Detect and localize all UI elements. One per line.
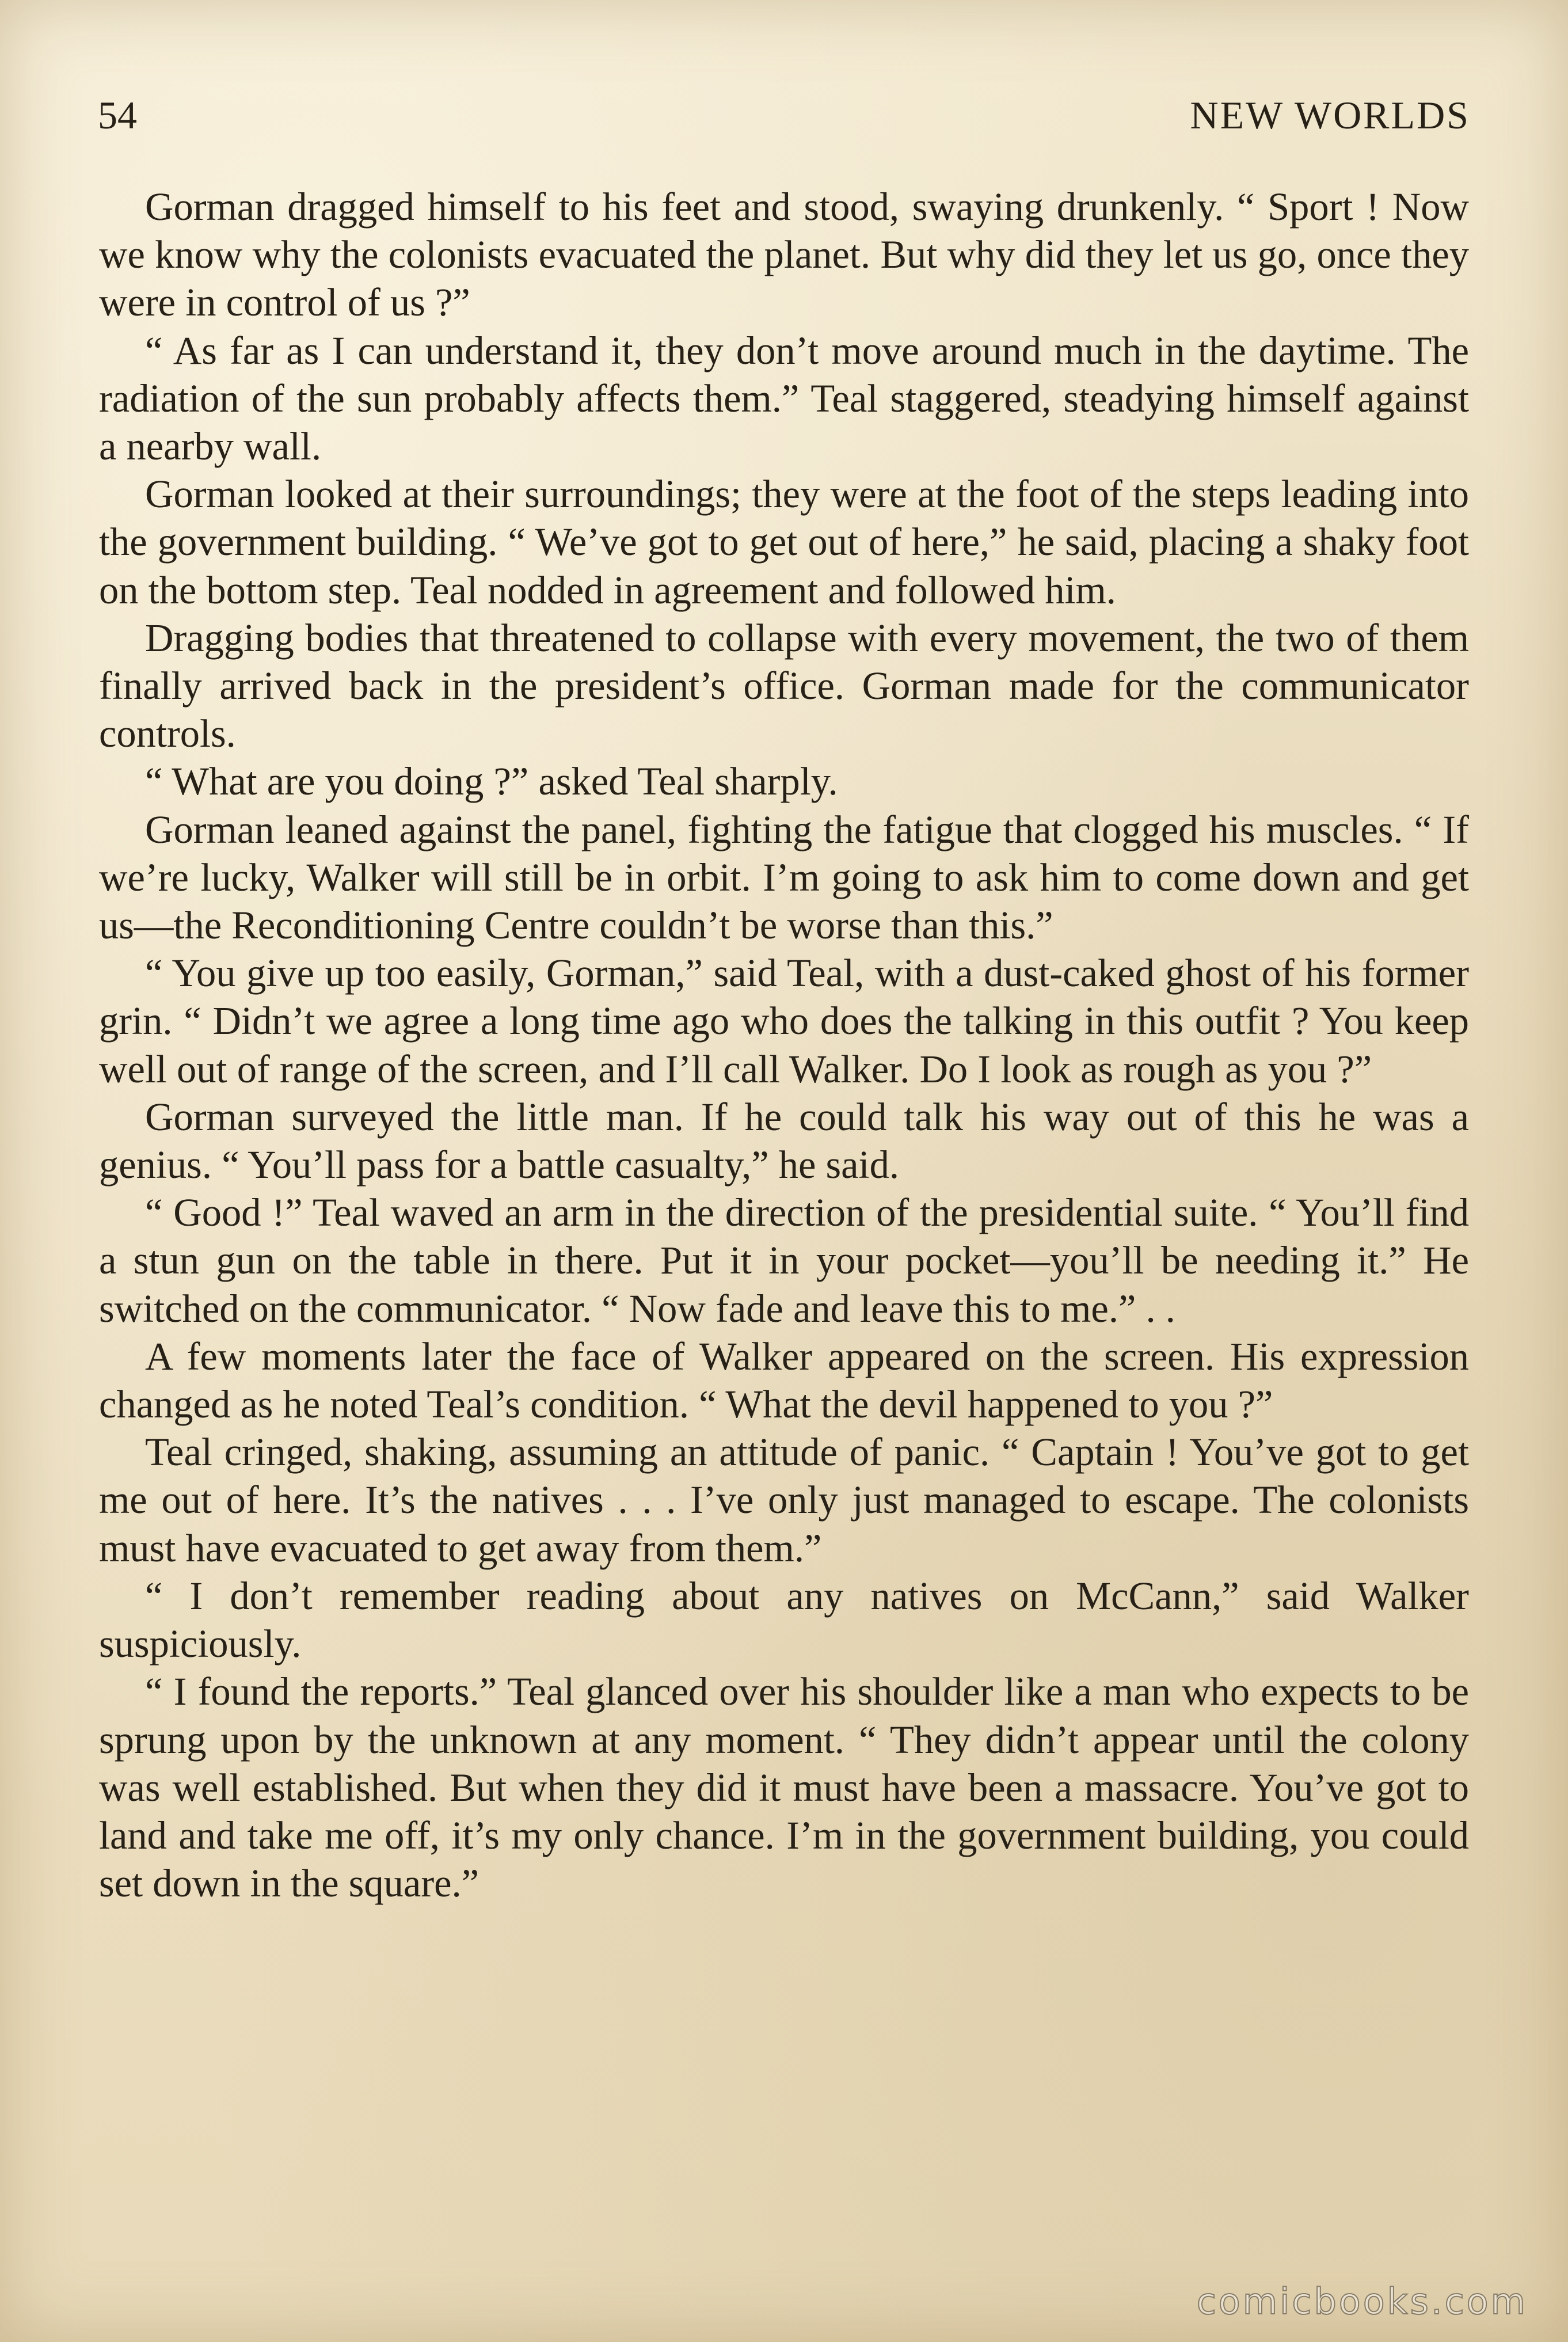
- paragraph: Teal cringed, shaking, assuming an attitude of panic. “ Captain ! You’ve got to get me out of here. It’s the natives . . . I’ve only just managed to escape. The colonists must have evacuated to get away from them.”: [99, 1430, 1469, 1570]
- page-number: 54: [98, 93, 137, 137]
- story-text: [99, 183, 1469, 1907]
- paragraph: Gorman leaned against the panel, fighting the fatigue that clogged his muscles. “ If we’re lucky, Walker will still be in orbit. I’m going to ask him to come down and get us—the Reconditioning Centre couldn’t be worse than this.”: [99, 807, 1469, 948]
- paragraph: “ As far as I can understand it, they don’t move around much in the daytime. The radiation of the sun probably affects them.” Teal staggered, steadying himself against a nearby wall.: [99, 328, 1469, 469]
- paragraph: “ Good !” Teal waved an arm in the direction of the presidential suite. “ You’ll find a stun gun on the table in there. Put it in your pocket—you’ll be needing it.” He switched on the communicator. “ Now fade and leave this to me.” . .: [99, 1191, 1469, 1330]
- running-head: [98, 86, 1470, 144]
- paragraph: Dragging bodies that threatened to collapse with every movement, the two of them finally arrived back in the president’s office. Gorman made for the communicator controls.: [99, 615, 1469, 756]
- paragraph: “ I found the reports.” Teal glanced over his shoulder like a man who expects to be sprung upon by the unknown at any moment. “ They didn’t appear until the colony was well established. But when they did it must have been a massacre. You’ve got to land and take me off, it’s my only chance. I’m in the government building, you could set down in the square.”: [99, 1670, 1469, 1906]
- paragraph: “ What are you doing ?” asked Teal sharply.: [145, 759, 838, 804]
- paragraph: “ I don’t remember reading about any natives on McCann,” said Walker suspiciously.: [99, 1573, 1469, 1666]
- paragraph: A few moments later the face of Walker appeared on the screen. His expression changed as he noted Teal’s condition. “ What the devil happened to you ?”: [99, 1334, 1469, 1427]
- paragraph: “ You give up too easily, Gorman,” said Teal, with a dust-caked ghost of his former grin. “ Didn’t we agree a long time ago who does the talking in this outfit ? You keep well out of range of the screen, and I’ll call Walker. Do I look as rough as you ?”: [99, 951, 1469, 1091]
- running-title: NEW WORLDS: [1190, 93, 1470, 137]
- paragraph: Gorman surveyed the little man. If he could talk his way out of this he was a genius. “ You’ll pass for a battle casualty,” he said.: [99, 1094, 1469, 1187]
- watermark: comicbooks.com: [1196, 2280, 1528, 2322]
- paragraph: Gorman dragged himself to his feet and stood, swaying drunkenly. “ Sport ! Now we know why the colonists evacuated the planet. But why did they let us go, once they were in control of us ?”: [99, 185, 1469, 325]
- paragraph: Gorman looked at their surroundings; they were at the foot of the steps leading into the government building. “ We’ve got to get out of here,” he said, placing a shaky foot on the bottom step. Teal nodded in agreement and followed him.: [99, 472, 1469, 612]
